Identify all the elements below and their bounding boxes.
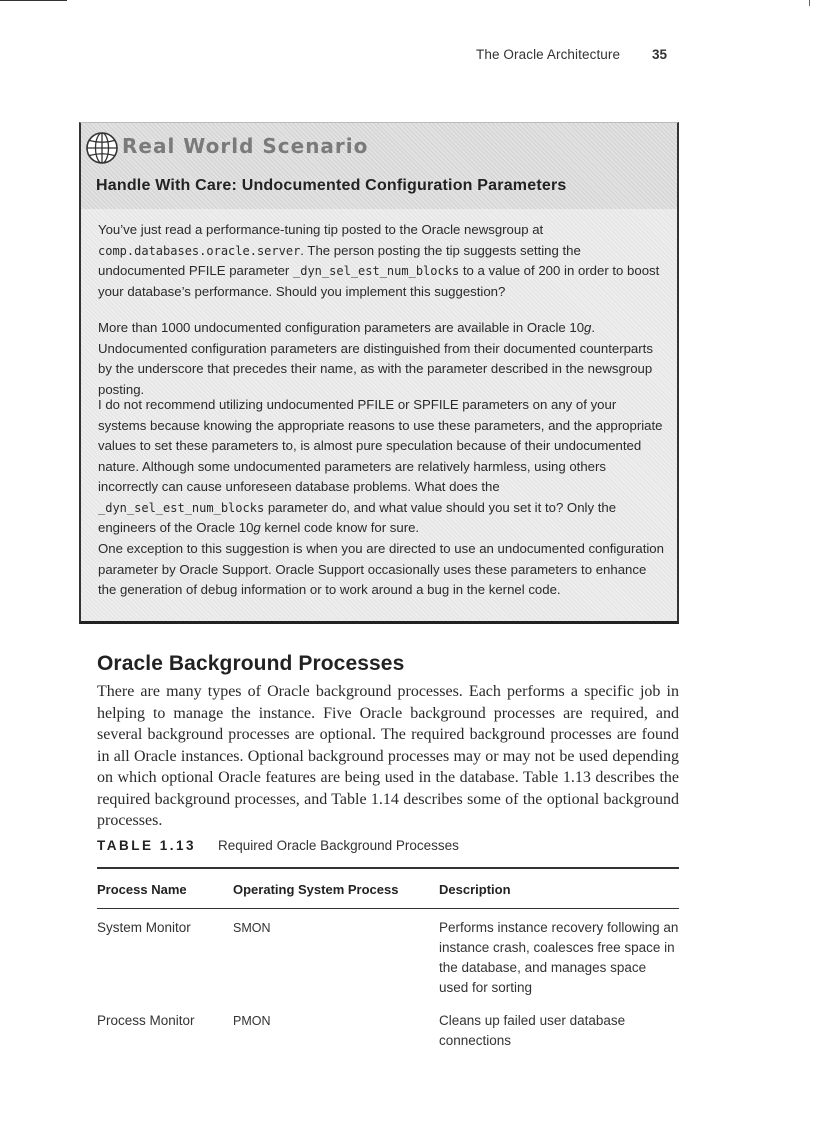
table-caption (97, 838, 459, 853)
column-header-description: Description (439, 882, 511, 897)
table-header-rule (97, 908, 679, 909)
table-top-rule (97, 867, 679, 869)
crop-mark-tick (809, 0, 810, 6)
table-label: TABLE 1.13 (97, 838, 197, 853)
sidebar-paragraph-2: More than 1000 undocumented configuration parameters are available in Oracle 10g. Undocumented configuration parameters are distinguished from their documented counterparts by the underscore that precedes their name, as with the parameter described in the newsgroup posting. (98, 320, 653, 397)
sidebar-title: Handle With Care: Undocumented Configuration Parameters (96, 177, 567, 194)
real-world-scenario-sidebar (79, 122, 679, 624)
page-number: 35 (652, 47, 668, 62)
crop-mark-line (0, 0, 67, 1)
section-heading: Oracle Background Processes (97, 652, 405, 675)
column-header-process-name: Process Name (97, 882, 187, 897)
parameter-code: _dyn_sel_est_num_blocks (293, 264, 460, 278)
table-title: Required Oracle Background Processes (218, 838, 459, 853)
os-process-cell: PMON (233, 1014, 271, 1028)
process-name-cell: System Monitor (97, 920, 191, 935)
process-name-cell: Process Monitor (97, 1013, 195, 1028)
description-cell: Cleans up failed user database connections (439, 1013, 626, 1048)
sidebar-paragraph-1: You’ve just read a performance-tuning tip posted to the Oracle newsgroup at comp.databases.oracle.server. The person posting the tip suggests setting the undocumented PFILE parameter _dyn_sel_est_num_blocks to a value of 200 in order to boost your database’s performance. Should you implement this suggestion? (98, 222, 660, 299)
os-process-cell: SMON (233, 921, 271, 935)
newsgroup-code: comp.databases.oracle.server (98, 243, 301, 258)
sidebar-paragraph-3: I do not recommend utilizing undocumented PFILE or SPFILE parameters on any of your systems because knowing the appropriate reasons to use these parameters, and the appropriate values to set these parameters to, is almost pure speculation because of their undocumented nature. Although some undocumented parameters are relatively harmless, using others incorrectly can cause unforeseen database problems. What does the _dyn_sel_est_num_blocks parameter do, and what value should you set it to? Only the engineers of the Oracle 10g kernel code know for sure. (98, 397, 663, 535)
description-cell: Performs instance recovery following an instance crash, coalesces free space in the database, and manages space used for sorting (439, 920, 679, 995)
section-body: There are many types of Oracle background processes. Each performs a specific job in helping to manage the instance. Five Oracle background processes are required, and several background processes are optional. The required background processes are found in all Oracle instances. Optional background processes may or may not be used depending on which optional Oracle features are being used in the database. Table 1.13 describes the required background processes, and Table 1.14 describes some of the optional background processes. (97, 683, 679, 829)
globe-icon (85, 131, 119, 165)
sidebar-label: Real World Scenario (122, 134, 369, 158)
parameter-code: _dyn_sel_est_num_blocks (98, 500, 265, 515)
sidebar-paragraph-4: One exception to this suggestion is when you are directed to use an undocumented configuration parameter by Oracle Support. Oracle Support occasionally uses these parameters to enhance the generation of debug information or to work around a bug in the kernel code. (98, 541, 664, 597)
running-head: The Oracle Architecture (476, 47, 621, 62)
column-header-os-process: Operating System Process (233, 882, 399, 897)
